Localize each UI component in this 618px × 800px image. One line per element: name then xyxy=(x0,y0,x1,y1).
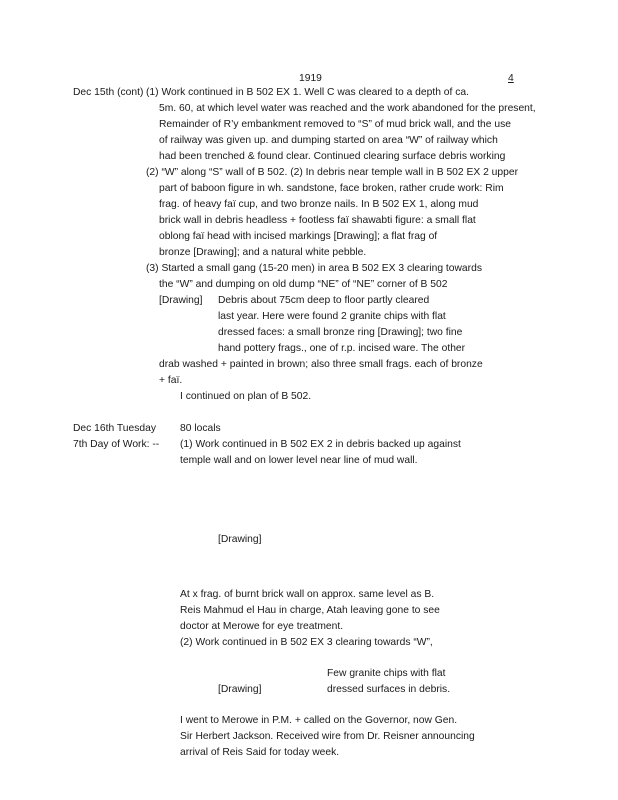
merowe-visit-line: arrival of Reis Said for today week. xyxy=(180,747,340,758)
dec15-p3-line: + faï. xyxy=(159,375,183,386)
merowe-visit-line: Sir Herbert Jackson. Received wire from Dr. Reisner announcing xyxy=(180,731,475,742)
dec16-note-line: At x frag. of burnt brick wall on approx. same level as B. xyxy=(180,589,435,600)
dec15-p1-line: (1) Work continued in B 502 EX 1. Well C was cleared to a depth of ca. xyxy=(146,87,469,98)
page-number: 4 xyxy=(508,73,514,84)
dec15-p2-line: brick wall in debris headless + footless faï shawabti figure: a small flat xyxy=(159,215,476,226)
dec15-p1-line: of railway was given up. and dumping started on area “W” of railway which xyxy=(159,135,498,146)
entry-date-dec16: Dec 16th Tuesday xyxy=(73,423,156,434)
granite-note-line: Few granite chips with flat xyxy=(327,668,446,679)
dec15-p2-line: oblong faï head with incised markings [Drawing]; a flat frag of xyxy=(159,231,438,242)
dec16-p1-line: temple wall and on lower level near line of mud wall. xyxy=(180,455,418,466)
dec15-p3-drawing-text: Debris about 75cm deep to floor partly cleared xyxy=(218,295,430,306)
dec15-p3-line: the “W” and dumping on old dump “NE” of “NE” corner of B 502 xyxy=(159,279,448,290)
drawing-placeholder: [Drawing] xyxy=(218,684,262,695)
dec15-p3-line: drab washed + painted in brown; also three small frags. each of bronze xyxy=(159,359,483,370)
drawing-placeholder: [Drawing] xyxy=(159,295,203,306)
dec16-note-line: Reis Mahmud el Hau in charge, Atah leaving gone to see xyxy=(180,605,440,616)
entry-date-dec15: Dec 15th (cont) xyxy=(73,87,144,98)
dec15-p2-line: (2) “W” along “S” wall of B 502. (2) In debris near temple wall in B 502 EX 2 upper xyxy=(146,167,519,178)
dec15-p2-line: part of baboon figure in wh. sandstone, face broken, rather crude work: Rim xyxy=(159,183,504,194)
granite-note-line: dressed surfaces in debris. xyxy=(327,684,451,695)
locals-count: 80 locals xyxy=(180,423,221,434)
dec15-p1-line: Remainder of R’y embankment removed to “S” of mud brick wall, and the use xyxy=(159,119,511,130)
page-year: 1919 xyxy=(299,73,322,84)
drawing-placeholder: [Drawing] xyxy=(218,534,262,545)
dec16-note-line: (2) Work continued in B 502 EX 3 clearing towards “W”, xyxy=(180,637,433,648)
dec15-p3-line: (3) Started a small gang (15-20 men) in area B 502 EX 3 clearing towards xyxy=(146,263,482,274)
dec15-p1-line: had been trenched & found clear. Continued clearing surface debris working xyxy=(159,151,506,162)
dec15-p2-line: frag. of heavy faï cup, and two bronze nails. In B 502 EX 1, along mud xyxy=(159,199,479,210)
dec15-p2-line: bronze [Drawing]; and a natural white pebble. xyxy=(159,247,367,258)
dec15-p3-drawing-text: last year. Here were found 2 granite chips with flat xyxy=(218,311,446,322)
merowe-visit-line: I went to Merowe in P.M. + called on the Governor, now Gen. xyxy=(180,715,458,726)
dec16-note-line: doctor at Merowe for eye treatment. xyxy=(180,621,344,632)
dec15-p1-line: 5m. 60, at which level water was reached and the work abandoned for the present, xyxy=(159,103,536,114)
dec15-p3-drawing-text: hand pottery frags., one of r.p. incised ware. The other xyxy=(218,343,466,354)
plan-note: I continued on plan of B 502. xyxy=(180,391,312,402)
work-day-label: 7th Day of Work: -- xyxy=(73,439,160,450)
dec15-p3-drawing-text: dressed faces: a small bronze ring [Drawing]; two fine xyxy=(218,327,463,338)
dec16-p1-line: (1) Work continued in B 502 EX 2 in debris backed up against xyxy=(180,439,461,450)
